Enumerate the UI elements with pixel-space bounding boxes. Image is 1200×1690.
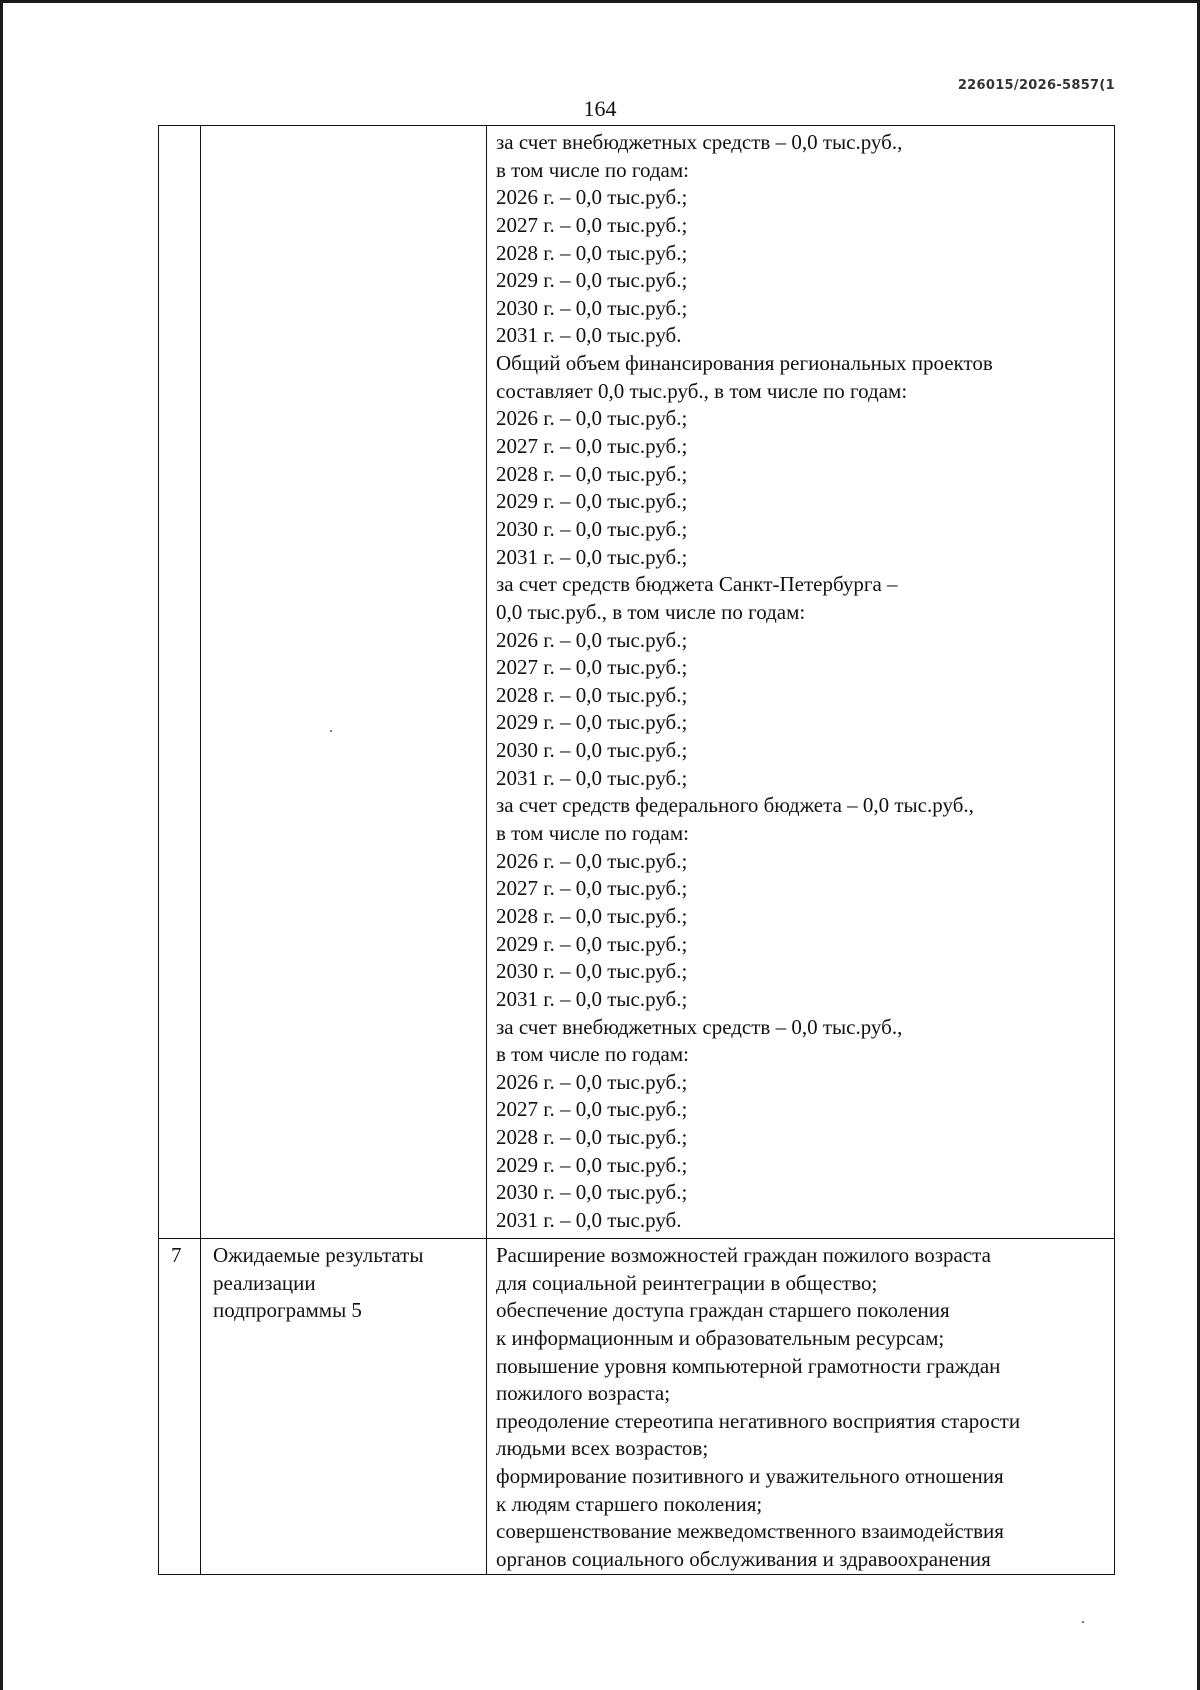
value-line: 2030 г. – 0,0 тыс.руб.; <box>496 295 688 320</box>
value-line: Расширение возможностей граждан пожилого возраста <box>496 1243 991 1267</box>
value-line: преодоление стереотипа негативного восприятия старости <box>496 1408 1021 1433</box>
value-line: органов социального обслуживания и здравоохранения <box>496 1547 991 1572</box>
row-number: 7 <box>171 1243 182 1267</box>
value-line: к людям старшего поколения; <box>496 1491 763 1516</box>
value-line: 2029 г. – 0,0 тыс.руб.; <box>496 1152 688 1177</box>
value-line: 2030 г. – 0,0 тыс.руб.; <box>496 516 688 541</box>
value-line: 2026 г. – 0,0 тыс.руб.; <box>496 848 688 873</box>
value-line: 2031 г. – 0,0 тыс.руб.; <box>496 765 688 790</box>
document-registration-number: 226015/2026-5857(1 <box>957 78 1115 93</box>
value-line: 0,0 тыс.руб., в том числе по годам: <box>496 599 806 624</box>
scan-edge-left <box>0 0 3 1690</box>
value-line: за счет внебюджетных средств – 0,0 тыс.руб., <box>496 130 903 154</box>
scan-speck <box>1082 1621 1084 1623</box>
value-line: 2030 г. – 0,0 тыс.руб.; <box>496 959 688 984</box>
value-line: для социальной реинтеграции в общество; <box>496 1270 878 1295</box>
value-line: 2029 г. – 0,0 тыс.руб.; <box>496 268 688 293</box>
scan-edge-top <box>0 0 1200 3</box>
row-name-line: подпрограммы 5 <box>213 1298 362 1323</box>
value-line: повышение уровня компьютерной грамотности граждан <box>496 1353 1001 1378</box>
value-line: к информационным и образовательным ресурсам; <box>496 1325 945 1350</box>
page-number: 164 <box>583 96 617 121</box>
row-number <box>171 129 200 157</box>
value-line: 2028 г. – 0,0 тыс.руб.; <box>496 682 688 707</box>
value-line: в том числе по годам: <box>496 157 689 182</box>
value-line: составляет 0,0 тыс.руб., в том числе по годам: <box>496 378 908 403</box>
value-line: 2027 г. – 0,0 тыс.руб.; <box>496 655 688 680</box>
table-row-expected-results <box>159 1239 1115 1575</box>
value-line: в том числе по годам: <box>496 1042 689 1067</box>
value-line: 2031 г. – 0,0 тыс.руб. <box>496 1207 682 1232</box>
value-line: 2029 г. – 0,0 тыс.руб.; <box>496 710 688 735</box>
value-line: 2030 г. – 0,0 тыс.руб.; <box>496 738 688 763</box>
value-line: пожилого возраста; <box>496 1381 671 1406</box>
value-line: 2030 г. – 0,0 тыс.руб.; <box>496 1180 688 1205</box>
row-value-cell <box>487 126 1115 1239</box>
value-line: 2027 г. – 0,0 тыс.руб.; <box>496 1097 688 1122</box>
value-line: 2031 г. – 0,0 тыс.руб.; <box>496 544 688 569</box>
row-name-line: реализации <box>213 1270 316 1295</box>
value-line: 2029 г. – 0,0 тыс.руб.; <box>496 489 688 514</box>
value-line: 2028 г. – 0,0 тыс.руб.; <box>496 240 688 265</box>
value-line: людьми всех возрастов; <box>496 1436 709 1461</box>
value-line: за счет внебюджетных средств – 0,0 тыс.руб., <box>496 1014 903 1039</box>
value-line: 2031 г. – 0,0 тыс.руб.; <box>496 986 688 1011</box>
row-number-cell <box>159 1239 201 1575</box>
value-line: 2027 г. – 0,0 тыс.руб.; <box>496 876 688 901</box>
value-line: 2026 г. – 0,0 тыс.руб.; <box>496 1069 688 1094</box>
table-row-financing <box>159 126 1115 1239</box>
value-line: 2028 г. – 0,0 тыс.руб.; <box>496 461 688 486</box>
value-line: 2027 г. – 0,0 тыс.руб.; <box>496 212 688 237</box>
value-line: совершенствование межведомственного взаимодействия <box>496 1519 1004 1544</box>
value-line: 2026 г. – 0,0 тыс.руб.; <box>496 406 688 431</box>
program-passport-table <box>158 125 1115 1575</box>
scan-speck <box>330 730 332 732</box>
row-name-line: Ожидаемые результаты <box>213 1243 424 1267</box>
value-line: Общий объем финансирования региональных проектов <box>496 351 993 376</box>
value-line: 2027 г. – 0,0 тыс.руб.; <box>496 434 688 459</box>
row-number-cell <box>159 126 201 1239</box>
value-line: за счет средств федерального бюджета – 0,0 тыс.руб., <box>496 793 974 818</box>
value-line: 2031 г. – 0,0 тыс.руб. <box>496 323 682 348</box>
value-line: в том числе по годам: <box>496 821 689 846</box>
value-line: 2026 г. – 0,0 тыс.руб.; <box>496 627 688 652</box>
value-line: формирование позитивного и уважительного отношения <box>496 1464 1004 1489</box>
row-name-cell <box>201 1239 487 1575</box>
value-line: за счет средств бюджета Санкт-Петербурга – <box>496 572 898 597</box>
value-line: 2028 г. – 0,0 тыс.руб.; <box>496 1125 688 1150</box>
row-name-cell <box>201 126 487 1239</box>
value-line: 2026 г. – 0,0 тыс.руб.; <box>496 185 688 210</box>
value-line: 2028 г. – 0,0 тыс.руб.; <box>496 903 688 928</box>
value-line: 2029 г. – 0,0 тыс.руб.; <box>496 931 688 956</box>
row-value-cell <box>487 1239 1115 1575</box>
value-line: обеспечение доступа граждан старшего поколения <box>496 1298 950 1323</box>
